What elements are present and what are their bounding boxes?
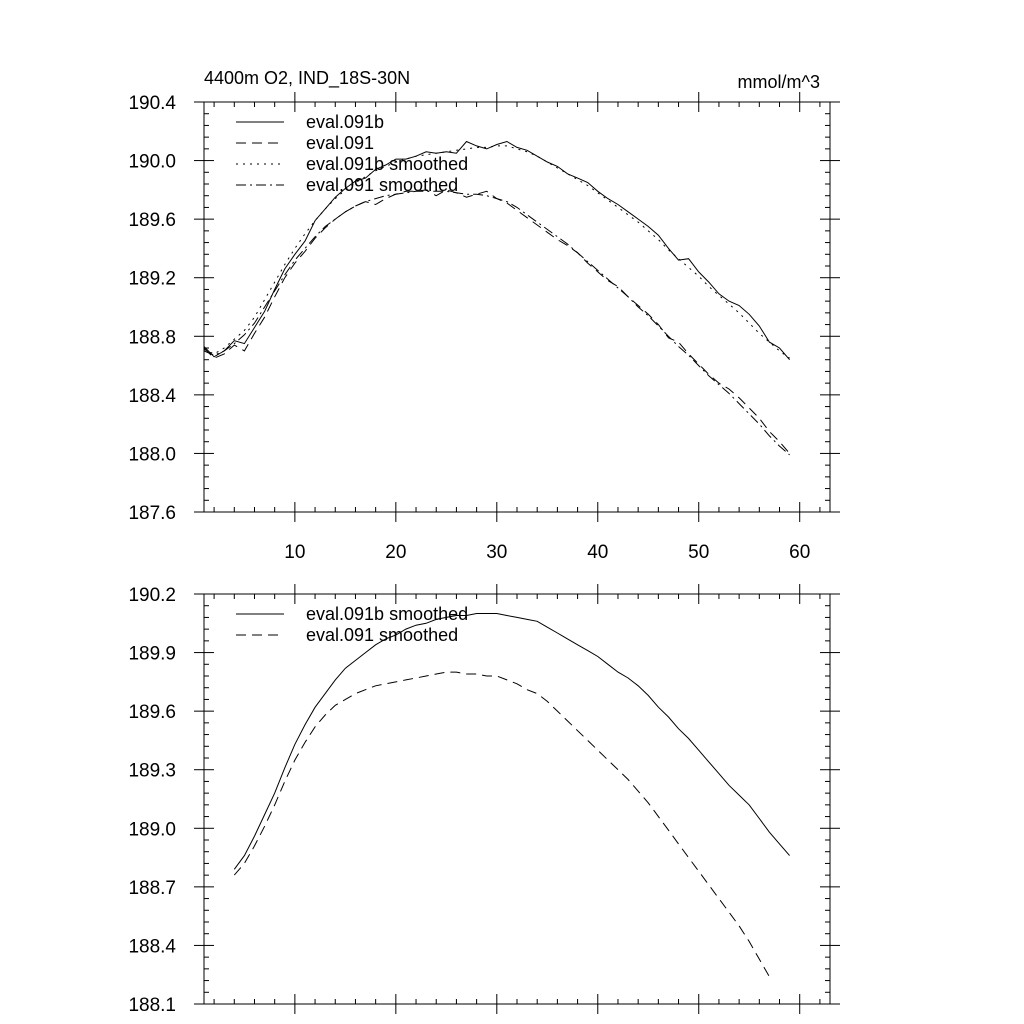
legend-label-4: eval.091 smoothed bbox=[306, 175, 459, 195]
y-tick-label: 190.4 bbox=[128, 93, 176, 114]
x-tick-label: 30 bbox=[486, 542, 508, 563]
legend-label-2: eval.091 smoothed bbox=[306, 625, 459, 645]
series-line-4 bbox=[204, 191, 790, 455]
y-tick-label: 188.1 bbox=[128, 995, 176, 1016]
series-line-2 bbox=[234, 672, 769, 977]
x-tick-label: 50 bbox=[688, 542, 710, 563]
y-tick-label: 188.0 bbox=[128, 444, 176, 466]
series-line-3 bbox=[204, 146, 790, 358]
chart-title: 4400m O2, IND_18S-30N bbox=[204, 68, 411, 88]
series-line-1 bbox=[234, 614, 789, 870]
y-tick-label: 187.6 bbox=[128, 503, 176, 524]
y-tick-label: 189.9 bbox=[128, 643, 176, 665]
plot-frame bbox=[204, 102, 830, 512]
legend-label-3: eval.091b smoothed bbox=[306, 154, 469, 174]
legend-label-2: eval.091 bbox=[306, 133, 375, 153]
y-tick-label: 188.7 bbox=[128, 877, 176, 899]
y-tick-label: 189.6 bbox=[128, 702, 176, 724]
y-tick-label: 190.2 bbox=[128, 585, 176, 606]
chart-panel-2 bbox=[128, 584, 840, 1016]
x-tick-label: 60 bbox=[789, 542, 811, 563]
y-tick-label: 189.2 bbox=[128, 268, 176, 290]
x-tick-label: 10 bbox=[284, 542, 306, 563]
legend-label-1: eval.091b smoothed bbox=[306, 604, 469, 624]
y-tick-label: 189.0 bbox=[128, 819, 176, 841]
x-tick-label: 20 bbox=[385, 542, 407, 563]
plot-frame bbox=[204, 594, 830, 1004]
y-tick-label: 188.4 bbox=[128, 936, 176, 958]
series-line-1 bbox=[204, 142, 790, 360]
y-tick-label: 190.0 bbox=[128, 151, 176, 173]
series-line-2 bbox=[204, 190, 790, 454]
legend-label-1: eval.091b bbox=[306, 112, 385, 132]
y-tick-label: 189.3 bbox=[128, 760, 176, 782]
y-tick-label: 188.8 bbox=[128, 327, 176, 349]
y-tick-label: 189.6 bbox=[128, 210, 176, 232]
units-label: mmol/m^3 bbox=[737, 72, 820, 92]
x-tick-label: 40 bbox=[587, 542, 609, 563]
y-tick-label: 188.4 bbox=[128, 385, 176, 407]
chart-panel-1 bbox=[128, 68, 840, 563]
